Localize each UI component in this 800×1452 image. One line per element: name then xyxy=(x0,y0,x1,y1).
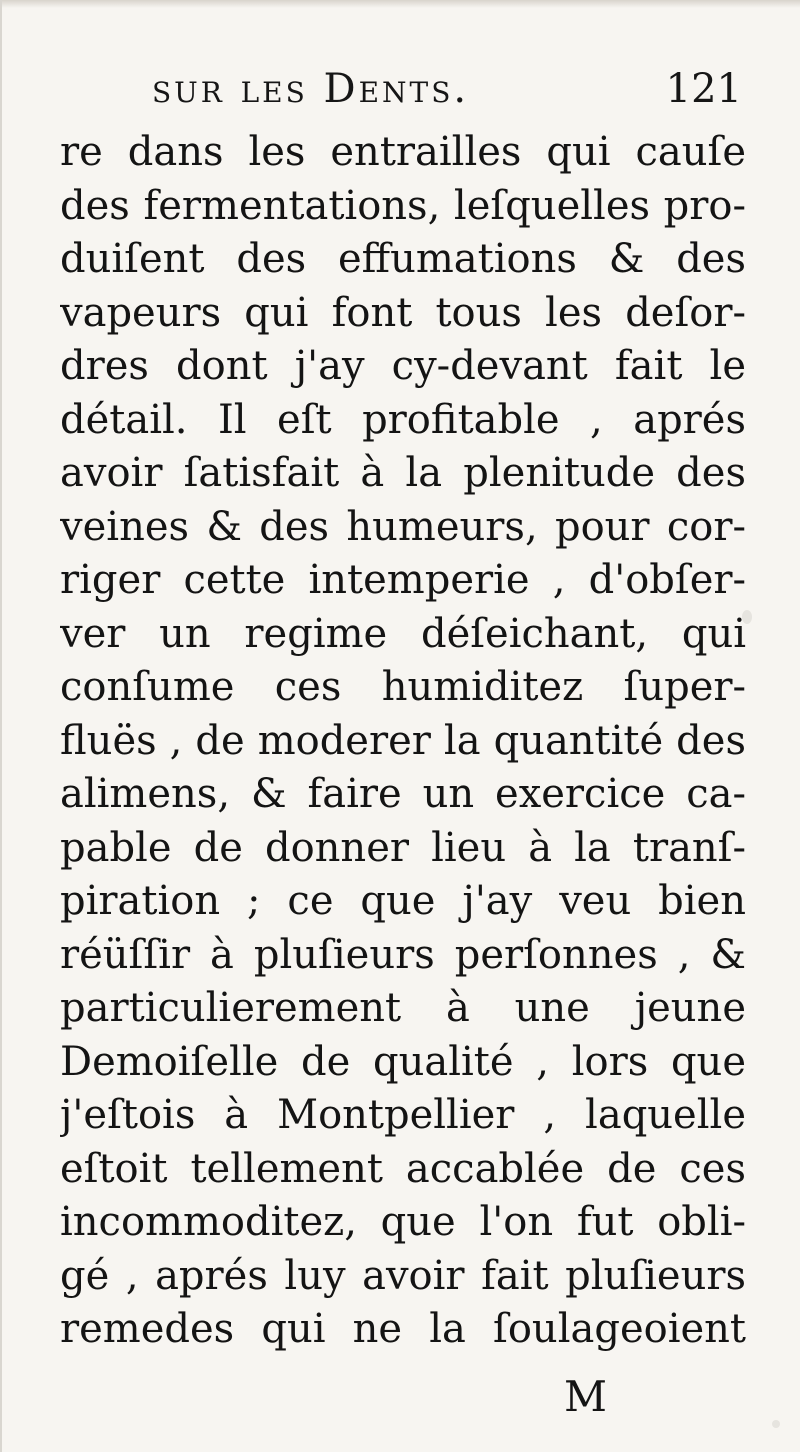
text-line: particulierement à une jeune xyxy=(60,985,746,1031)
text-line: avoir ſatisfait à la plenitude des xyxy=(60,450,746,496)
text-line: incommoditez, que l'on fut obli- xyxy=(60,1199,746,1245)
text-line: vapeurs qui font tous les deſor- xyxy=(60,289,746,336)
page-top-edge xyxy=(2,0,800,8)
text-line: gé , aprés luy avoir fait pluſieurs xyxy=(60,1252,746,1299)
text-line: réüſſir à pluſieurs perſonnes , & xyxy=(60,931,746,978)
catchword: M xyxy=(564,1372,608,1421)
text-line: conſume ces humiditez ſuper- xyxy=(60,664,746,710)
running-title: sur les Dents. xyxy=(152,66,470,112)
text-line: pable de donner lieu à la tranſ- xyxy=(60,824,746,871)
page-number: 121 xyxy=(665,66,742,112)
text-line: piration ; ce que j'ay veu bien xyxy=(60,878,746,924)
text-line: remedes qui ne la ſoulageoient xyxy=(60,1306,746,1352)
text-line: détail. Il eſt profitable , aprés xyxy=(60,396,746,443)
text-line: alimens, & faire un exercice ca- xyxy=(60,771,746,817)
text-line: des fermentations, leſquelles pro- xyxy=(60,182,746,229)
text-line: re dans les entrailles qui cauſe xyxy=(60,129,746,175)
body-text xyxy=(60,126,746,1357)
text-line: dres dont j'ay cy-devant fait le xyxy=(60,343,746,389)
running-head xyxy=(152,66,752,126)
text-line: veines & des humeurs, pour cor- xyxy=(60,503,746,550)
text-line: fluës , de moderer la quantité des xyxy=(60,717,746,764)
text-line: duiſent des effumations & des xyxy=(60,236,746,282)
text-line: eſtoit tellement accablée de ces xyxy=(60,1145,746,1192)
text-line: Demoiſelle de qualité , lors que xyxy=(60,1038,746,1085)
text-line: j'eſtois à Montpellier , laquelle xyxy=(60,1092,746,1138)
ink-speck xyxy=(772,1420,780,1428)
text-line: ver un regime déſeichant, qui xyxy=(60,610,746,657)
text-line: riger cette intemperie , d'obſer- xyxy=(60,557,746,603)
